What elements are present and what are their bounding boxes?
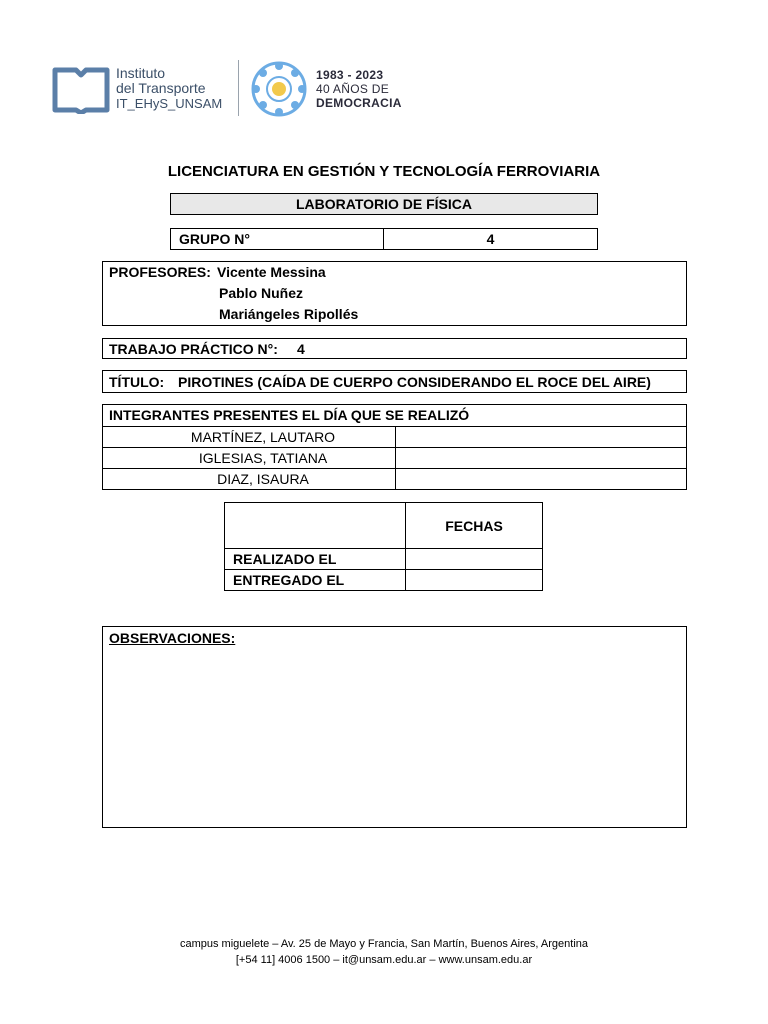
professor-3: Mariángeles Ripollés <box>219 306 359 322</box>
institute-name-line2: del Transporte <box>116 80 206 96</box>
lab-title: LABORATORIO DE FÍSICA <box>170 193 598 215</box>
dates-table <box>224 502 543 591</box>
professor-1: Vicente Messina <box>217 264 326 280</box>
observations-box <box>102 626 687 828</box>
logo-divider <box>238 60 239 116</box>
group-table <box>170 228 598 250</box>
professors-label: PROFESORES: <box>109 264 211 280</box>
anniversary-line2: 40 AÑOS DE <box>316 82 390 96</box>
anniversary-logo <box>250 60 410 116</box>
professor-2: Pablo Nuñez <box>219 285 304 301</box>
anniversary-line3: DEMOCRACIA <box>316 96 402 110</box>
members-header: INTEGRANTES PRESENTES EL DÍA QUE SE REALIZÓ <box>109 407 470 423</box>
observations-label: OBSERVACIONES: <box>109 630 236 646</box>
group-label: GRUPO N° <box>179 231 250 247</box>
member-2: IGLESIAS, TATIANA <box>198 450 328 466</box>
footer-contact: [+54 11] 4006 1500 – it@unsam.edu.ar – www.unsam.edu.ar <box>235 954 533 966</box>
group-value: 4 <box>486 231 495 247</box>
member-1: MARTÍNEZ, LAUTARO <box>190 429 336 445</box>
institute-name-line1: Instituto <box>116 65 166 81</box>
practice-value: 4 <box>297 341 305 357</box>
title-label: TÍTULO: <box>109 374 165 390</box>
anniversary-years: 1983 - 2023 <box>316 68 384 82</box>
delivered-label: ENTREGADO EL <box>233 572 345 588</box>
sun-emblem-icon <box>250 60 308 118</box>
footer-address: campus miguelete – Av. 25 de Mayo y Francia, San Martín, Buenos Aires, Argentina <box>179 938 589 950</box>
practice-box <box>102 338 687 359</box>
book-icon <box>52 66 110 114</box>
title-value: PIROTINES (CAÍDA DE CUERPO CONSIDERANDO EL ROCE DEL AIRE) <box>178 374 651 390</box>
institute-logo <box>52 64 232 114</box>
institute-name-line3: IT_EHyS_UNSAM <box>116 96 223 111</box>
done-label: REALIZADO EL <box>233 551 337 567</box>
practice-label: TRABAJO PRÁCTICO N°: <box>109 341 278 357</box>
title-box <box>102 370 687 393</box>
dates-header: FECHAS <box>445 518 503 534</box>
professors-box <box>102 261 687 326</box>
members-table <box>102 404 687 490</box>
career-title: LICENCIATURA EN GESTIÓN Y TECNOLOGÍA FERROVIARIA <box>167 163 601 180</box>
member-3: DIAZ, ISAURA <box>217 471 309 487</box>
